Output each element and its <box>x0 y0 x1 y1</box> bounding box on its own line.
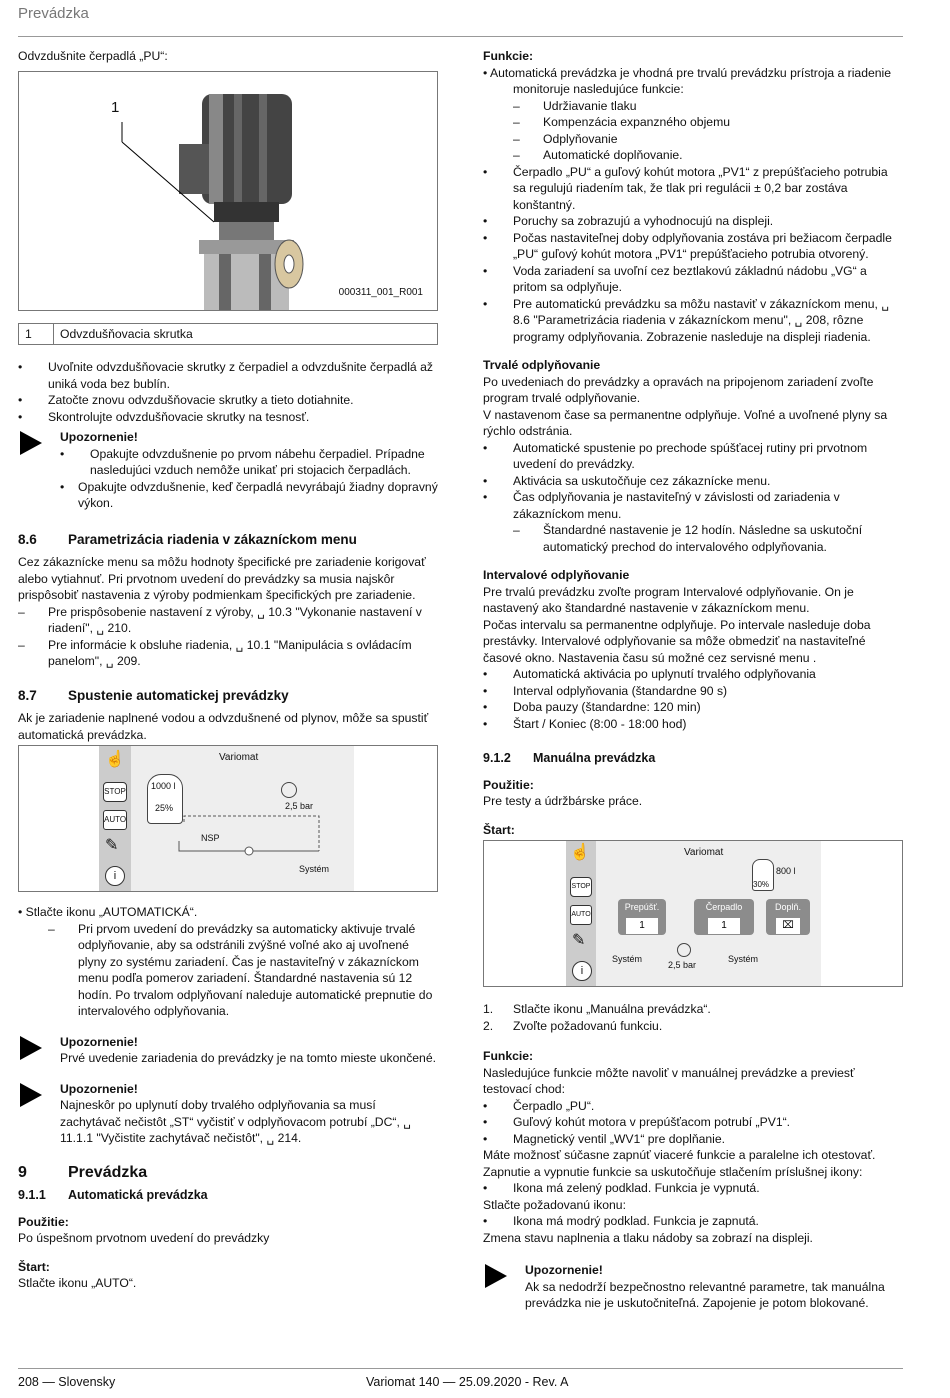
list-item: • Skontrolujte odvzdušňovacie skrutky na tesnosť. <box>18 409 310 424</box>
list-item: • Voda zariadení sa uvoľní cez beztlakovú základnú nádobu „VG“ a pritom sa odplyňuje. <box>483 263 867 294</box>
pump-illustration <box>19 72 437 310</box>
list-item: 2. Zvoľte požadovanú funkciu. <box>483 1018 663 1033</box>
stop-icon[interactable]: STOP <box>570 877 592 897</box>
list-item: – Pri prvom uvedení do prevádzky sa automaticky aktivuje trvalé odplyňovanie, aby sa odstránili zvýšné voľné ako aj uvoľnené plyny zo systému zariadení. Čas je nastaviteľný v zákazníckom menu podľa pomerov zariadení. Štandardné nastavenia sú 12 hodín. Po trvalom odplyňovaní naleduje automatické prepnutie do intervalového odplyňovania. <box>48 921 433 1018</box>
tank-level: 25% <box>155 803 174 813</box>
note-title: Upozornenie! <box>525 1263 603 1277</box>
piping-lines <box>19 746 437 891</box>
overflow-button[interactable] <box>618 899 666 935</box>
note-text: Najneskôr po uplynutí doby trvalého odplyňovania sa musí zachytávač nečistôt „ST“ vyčistiť v odplyňovacom potrubí „DC“, ␣ 11.1.1 "Vyčistite zachytávač nečistôt", ␣ 214. <box>60 1098 411 1145</box>
wrench-icon[interactable]: ✎ <box>105 837 119 854</box>
overflow-label: Prepúšť. <box>624 902 660 912</box>
paragraph: Cez zákaznícke menu sa môžu hodnoty špecifické pre zariadenie korigovať alebo vytiahnuť. Pri prvotnom uvedení do prevádzky sa musia najskôr prispôsobiť nastavenia z výroby podmienkam špecifických pre zariadenie. <box>18 555 426 602</box>
info-icon[interactable]: i <box>105 866 125 886</box>
key-description: Odvzdušňovacia skrutka <box>60 326 193 341</box>
list-item: • Štart / Koniec (8:00 - 18:00 hod) <box>483 716 687 731</box>
screen-title: Variomat <box>219 752 259 763</box>
figure-callout-1: 1 <box>111 98 120 116</box>
warning-arrow-icon <box>20 431 42 455</box>
key-number: 1 <box>19 324 54 345</box>
footer-document-id: Variomat 140 — 25.09.2020 - Rev. A <box>366 1375 569 1389</box>
auto-icon[interactable]: AUTO <box>103 810 127 830</box>
vent-intro: Odvzdušnite čerpadlá „PU“: <box>18 49 168 63</box>
list-item: • Uvoľnite odvzdušňovacie skrutky z čerpadiel a odvzdušnite čerpadlá až uniká voda bez bublín. <box>18 360 433 391</box>
list-item: • Poruchy sa zobrazujú a vyhodnocujú na displeji. <box>483 214 774 228</box>
paragraph: Ak je zariadenie naplnené vodou a odvzdušnené od plynov, môže sa spustiť automatická prevádzka. <box>18 711 429 742</box>
warning-arrow-icon <box>485 1264 507 1288</box>
list-item: • Opakujte odvzdušnenie po prvom nábehu čerpadiel. Prípadne nasledujúci vzduch nemôže unikať pri stojacich čerpadlách. <box>60 446 425 477</box>
left-column <box>18 48 438 1292</box>
tank-level: 30% <box>753 880 770 889</box>
tank-volume: 1000 l <box>151 781 176 791</box>
section-heading-9-1-2: 9.1.2 Manuálna prevádzka <box>483 751 656 765</box>
warning-arrow-icon <box>20 1083 42 1107</box>
pump-figure <box>18 71 438 311</box>
list-item: • Guľový kohút motora v prepúšťacom potrubí „PV1“. <box>483 1115 791 1129</box>
start-label: Štart: <box>483 822 515 837</box>
use-text: Po úspešnom prvotnom uvedení do prevádzky <box>18 1231 270 1245</box>
use-label: Použitie: <box>483 777 534 792</box>
warning-arrow-icon <box>20 1036 42 1060</box>
start-text: Stlačte ikonu „AUTO“. <box>18 1276 137 1290</box>
paragraph: V nastavenom čase sa permanentne odplyňuje. Voľné a uvoľnené plyny sa rýchlo odstránia. <box>483 407 888 438</box>
subheading-continuous: Trvalé odplyňovanie <box>483 358 601 372</box>
list-item: • Čas odplyňovania je nastaviteľný v závislosti od zariadenia v zákazníckom menu. <box>483 490 840 521</box>
list-item: • Ikona má modrý podklad. Funkcia je zapnutá. <box>483 1214 759 1228</box>
list-item: – Kompenzácia expanzného objemu <box>513 115 731 129</box>
start-label: Štart: <box>18 1259 50 1274</box>
hand-icon[interactable]: ☝ <box>570 844 590 861</box>
paragraph: Pre trvalú prevádzku zvoľte program Intervalové odplyňovanie. On je nastavený ako štandardné nastavenie v zákazníckom menu. <box>483 584 854 615</box>
overflow-state: 1 <box>626 918 658 935</box>
figure-code: 000311_001_R001 <box>338 287 423 298</box>
list-item: – Odplyňovanie <box>513 131 618 146</box>
footer-page-number: 208 — Slovensky <box>18 1375 116 1389</box>
list-item: – Štandardné nastavenie je 12 hodín. Následne sa uskutoční automatický prechod do intervalového odplyňovania. <box>513 523 863 554</box>
pump-state: 1 <box>708 918 740 935</box>
list-item: • Automatické spustenie po prechode spúšťacej rutiny pri prvotnom uvedení do prevádzky. <box>483 440 868 471</box>
note-title: Upozornenie! <box>60 1081 138 1096</box>
list-item: – Pre prispôsobenie nastavení z výroby, ␣ 10.3 "Vykonanie nastavení v riadení", ␣ 210. <box>18 604 422 635</box>
functions-label: Funkcie: <box>483 1049 534 1063</box>
list-item: – Udržiavanie tlaku <box>513 98 637 113</box>
list-item: • Magnetický ventil „WV1“ pre doplňanie. <box>483 1131 726 1146</box>
nsp-label: NSP <box>201 833 220 843</box>
list-item: • Doba pauzy (štandardne: 120 min) <box>483 700 701 714</box>
list-item: • Opakujte odvzdušnenie, keď čerpadlá nevyrábajú žiadny dopravný výkon. <box>60 479 438 510</box>
system-label: Systém <box>299 864 330 874</box>
list-item: • Pre automatickú prevádzku sa môžu nastaviť v zákazníckom menu, ␣ 8.6 "Parametrizácia riadenia v zákazníckom menu", ␣ 208, rôzne programy odplyňovania. Zobrazenie nasleduje na displeji riadenia. <box>483 296 890 344</box>
note-box <box>483 1262 903 1312</box>
note-text: Ak sa nedodrží bezpečnostno relevantné parametre, tak manuálna prevádzka nie je uskutočniteľná. Zapojenie je potom blokované. <box>525 1279 885 1310</box>
header-divider <box>18 36 903 37</box>
paragraph: Stlačte požadovanú ikonu: <box>483 1197 626 1212</box>
subheading-interval: Intervalové odplyňovanie <box>483 568 630 582</box>
paragraph: Počas intervalu sa permanentne odplyňuje. Po intervale nasleduje doba prestávky. Intervalové odplyňovanie sa môže obmedziť na nastaviteľné časové okno. Nastavenia času sú možné cez servisné menu . <box>483 617 871 665</box>
note-title: Upozornenie! <box>60 1034 138 1049</box>
stop-icon[interactable]: STOP <box>103 782 127 802</box>
pressure-gauge-icon <box>677 943 691 957</box>
list-item: – Automatické doplňovanie. <box>513 148 683 162</box>
page-header-title: Prevádzka <box>18 5 89 22</box>
screen-title: Variomat <box>684 847 724 858</box>
note-box <box>18 1081 438 1147</box>
paragraph: Po uvedeniach do prevádzky a opravách na pripojenom zariadení zvoľte program trvalé odplyňovanie. <box>483 374 874 405</box>
list-item: • Ikona má zelený podklad. Funkcia je vypnutá. <box>483 1181 760 1195</box>
paragraph: Nasledujúce funkcie môžte navoliť v manuálnej prevádzke a previesť testovací chod: <box>483 1065 855 1096</box>
steps-list <box>483 1001 903 1034</box>
list-item: • Počas nastaviteľnej doby odplyňovania zostáva pri bežiacom čerpadle „PU“ guľový kohút motora „PV1“ prepúšťacieho potrubia otvorený. <box>483 230 892 261</box>
refill-button[interactable] <box>766 899 810 935</box>
hand-icon[interactable]: ☝ <box>105 751 125 768</box>
list-item: • Automatická prevádzka je vhodná pre trvalú prevádzku prístroja a riadenie monitoruje nasledujúce funkcie: <box>483 65 892 96</box>
right-column <box>483 48 903 1312</box>
system-label-right: Systém <box>728 954 759 964</box>
section-heading-8-7: 8.7 Spustenie automatickej prevádzky <box>18 687 289 703</box>
tank-volume: 800 l <box>776 866 796 876</box>
pressure-value: 2,5 bar <box>668 960 697 970</box>
list-item: • Interval odplyňovania (štandardne 90 s) <box>483 683 728 698</box>
refill-valve-icon: ⌧ <box>776 918 800 935</box>
list-item: – Pre informácie k obsluhe riadenia, ␣ 10.1 "Manipulácia s ovládacím panelom", ␣ 209. <box>18 637 412 668</box>
section-heading-9: 9 Prevádzka <box>18 1163 148 1181</box>
system-label-left: Systém <box>612 954 643 964</box>
use-text: Pre testy a údržbárske práce. <box>483 794 643 808</box>
refill-label: Doplň. <box>774 902 801 912</box>
note-box <box>18 1034 438 1067</box>
footer-divider <box>18 1368 903 1369</box>
list-item: • Stlačte ikonu „AUTOMATICKÁ“. <box>18 905 198 919</box>
pump-label: Čerpadlo <box>705 902 743 912</box>
info-icon[interactable]: i <box>572 961 592 981</box>
paragraph: Zmena stavu naplnenia a tlaku nádoby sa zobrazí na displeji. <box>483 1230 813 1245</box>
note-title: Upozornenie! <box>60 430 138 444</box>
wrench-icon[interactable]: ✎ <box>572 932 586 949</box>
list-item: • Automatická aktivácia po uplynutí trvalého odplyňovania <box>483 667 816 681</box>
paragraph: Máte možnosť súčasne zapnúť viaceré funkcie a paralelne ich otestovať. Zapnutie a vypnutie funkcie sa uskutočňuje stlačením príslušnej ikony: <box>483 1148 876 1179</box>
note-text: Prvé uvedenie zariadenia do prevádzky je na tomto mieste ukončené. <box>60 1051 437 1065</box>
functions-label: Funkcie: <box>483 49 534 63</box>
auto-icon[interactable]: AUTO <box>570 905 592 925</box>
note-box <box>18 429 438 512</box>
section-heading-9-1-1: 9.1.1 Automatická prevádzka <box>18 1188 208 1202</box>
list-item: • Aktivácia sa uskutočňuje cez zákaznícke menu. <box>483 473 771 488</box>
list-item: • Čerpadlo „PU“. <box>483 1098 595 1113</box>
list-item: 1. Stlačte ikonu „Manuálna prevádzka“. <box>483 1002 711 1016</box>
list-item: • Zatočte znovu odvzdušňovacie skrutky a tieto dotiahnite. <box>18 393 354 407</box>
use-label: Použitie: <box>18 1214 69 1229</box>
section-heading-8-6: 8.6 Parametrizácia riadenia v zákazníckom menu <box>18 531 357 547</box>
list-item: • Čerpadlo „PU“ a guľový kohút motora „PV1“ z prepúšťacieho potrubia sa regulujú riadením tak, že tlak pri regulácii ± 0,2 bar zostáva konštantný. <box>483 164 888 212</box>
auto-mode-figure <box>18 745 438 892</box>
pump-button[interactable] <box>694 899 754 935</box>
manual-mode-figure <box>483 840 903 987</box>
figure-key-table <box>18 323 438 346</box>
pressure-value: 2,5 bar <box>285 801 314 811</box>
